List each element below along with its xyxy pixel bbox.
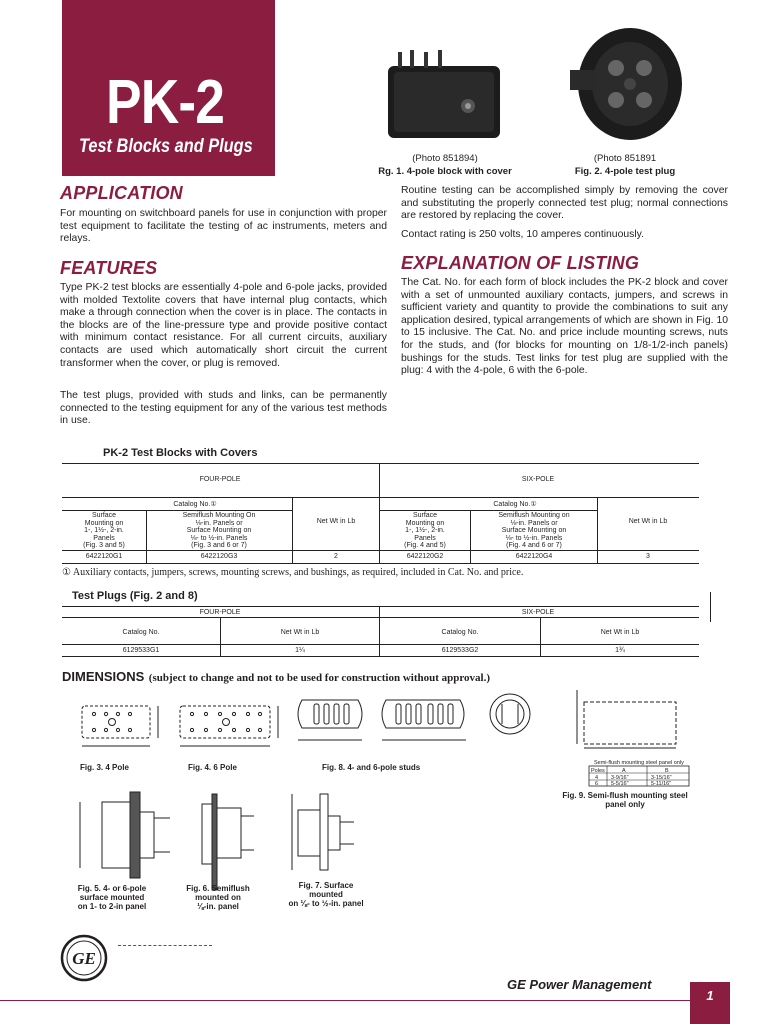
routine-testing-text: Routine testing can be accomplished simply by removing the cover and substituting the properly connected test plug; normal connections are restored by replacing the cover. (401, 185, 728, 222)
svg-text:4: 4 (595, 775, 599, 781)
ge-logo (60, 934, 108, 982)
blocks-cell: 6422120G2 (406, 553, 444, 560)
photo-2-label: Fig. 2. 4-pole test plug (574, 166, 676, 177)
features-heading: FEATURES (60, 258, 158, 278)
page-title: PK-2 (106, 68, 225, 137)
fig-8-caption: Fig. 8. 4- and 6-pole studs (322, 763, 421, 772)
blocks-table-title: PK-2 Test Blocks with Covers (103, 447, 258, 459)
fig-4-caption: Fig. 4. 6 Pole (188, 763, 237, 772)
photo-1-label: Rg. 1. 4-pole block with cover (378, 166, 512, 177)
photo-4-pole-block (384, 48, 504, 146)
blocks-net-wt-header-6: Net Wt in Lb (628, 518, 668, 525)
page-number: 1 (690, 982, 730, 1024)
application-heading: APPLICATION (60, 183, 183, 203)
fig-6-caption: Fig. 6. Semiflush mounted on ⅛-in. panel (186, 884, 250, 911)
svg-text:Poles: Poles (591, 768, 605, 774)
blocks-semiflush-4-header: Semiflush Mounting On ⅛-in. Panels or Surface Mounting on ⅛- to ½-in. Panels (Fig. 3 and 6 or 7) (182, 512, 256, 549)
svg-text:GE: GE (72, 949, 96, 968)
blocks-catalog-no-header-6: Catalog No.① (493, 501, 537, 508)
contact-rating-text: Contact rating is 250 volts, 10 amperes continuously. (401, 229, 644, 240)
plugs-six-pole-header: SIX-POLE (521, 609, 555, 616)
plugs-net-wt-header-6: Net Wt in Lb (600, 629, 640, 636)
fig-9-caption: Fig. 9. Semi-flush mounting steel panel only (562, 791, 688, 809)
logo-rule (118, 945, 212, 946)
page-subtitle: Test Blocks and Plugs (79, 136, 253, 157)
features-text-2: The test plugs, provided with studs and links, can be permanently connected to the testing equipment for any of the various test methods in use. (60, 390, 387, 427)
plugs-catalog-no-header-4: Catalog No. (122, 629, 160, 636)
photo-2-number: (Photo 851891 (593, 153, 657, 164)
dimensions-note: (subject to change and not to be used for construction without approval.) (148, 672, 491, 684)
photo-1-caption (360, 152, 530, 178)
blocks-cell: 6422120G3 (200, 553, 238, 560)
blocks-cell: 6422120G1 (85, 553, 123, 560)
blocks-surface-6-header: Surface Mounting on 1-, 1½-, 2-in. Panels (Fig. 4 and 5) (404, 512, 446, 549)
dimensions-heading: DIMENSIONS (62, 669, 145, 684)
fig-5-caption: Fig. 5. 4- or 6-pole surface mounted on 1- to 2-in panel (77, 884, 147, 911)
fig-3-caption: Fig. 3. 4 Pole (80, 763, 129, 772)
blocks-catalog-no-header-4: Catalog No.① (173, 501, 217, 508)
features-text-1: Type PK-2 test blocks are essentially 4-pole and 6-pole jacks, provided with molded Textolite covers that have internal plug contacts, which make a through connection when the cover is in place. The contacts in the blocks are of the line-pressure type and provide positive contact with minimum contact resistance. For all current circuits, auxiliary contacts are used which automatically short circuit the current transformer when the cover, or plug is removed. (60, 282, 387, 369)
application-text: For mounting on switchboard panels for use in conjunction with proper test equipment to facilitate the testing of ac instruments, meters and relays. (60, 208, 387, 245)
svg-text:3-9/16": 3-9/16" (611, 775, 629, 781)
svg-text:Semi-flush mounting steel pane: Semi-flush mounting steel panel only (594, 760, 684, 766)
blocks-semiflush-6-header: Semiflush Mounting on ⅛-in. Panels or Surface Mounting on ⅛- to ½-in. Panels (Fig. 4 and 6 or 7) (498, 512, 570, 549)
listing-heading: EXPLANATION OF LISTING (401, 253, 640, 273)
listing-text: The Cat. No. for each form of block includes the PK-2 block and cover with a set of unmounted auxiliary contacts, jumpers, and screws in sufficient variety and quantity to provide the combinations to suit any application desired, typical arrangements of which are shown in Fig. 10 to 15 inclusive. The Cat. No. and price include mounting screws, nuts for the studs, and (for blocks for mounting on 1/8-1/2-inch panels) bushings for the studs. Test links for test plug are supplied with the plug: 4 with the 4-pole, 6 with the 6-pole. (401, 277, 728, 377)
svg-text:6: 6 (595, 781, 599, 787)
blocks-surface-4-header: Surface Mounting on 1-, 1½-, 2-in. Panels (Fig. 3 and 5) (83, 512, 125, 549)
svg-text:3-15/16": 3-15/16" (651, 775, 672, 781)
blocks-cell: 3 (646, 553, 650, 560)
title-block (62, 0, 275, 176)
fig-7-caption: Fig. 7. Surface mounted on ⅛- to ½-in. panel (288, 881, 364, 908)
blocks-net-wt-header-4: Net Wt in Lb (316, 518, 356, 525)
svg-text:5-11/16": 5-11/16" (651, 781, 672, 787)
blocks-footnote: ① Auxiliary contacts, jumpers, screws, mounting screws, and bushings, as required, included in Cat. No. and price. (62, 567, 524, 578)
plugs-four-pole-header: FOUR-POLE (199, 609, 241, 616)
blocks-six-pole-header: SIX-POLE (521, 476, 555, 483)
svg-text:B: B (665, 768, 669, 774)
plugs-net-wt-header-4: Net Wt in Lb (280, 629, 320, 636)
blocks-cell: 6422120G4 (515, 553, 553, 560)
plugs-cell: 1¾ (615, 647, 625, 654)
plugs-table-title: Test Plugs (Fig. 2 and 8) (72, 590, 198, 602)
plugs-cell: 6129533G2 (441, 647, 479, 654)
photo-2-caption (560, 152, 690, 178)
svg-text:A: A (622, 768, 626, 774)
footer-rule (0, 1000, 704, 1001)
blocks-four-pole-header: FOUR-POLE (199, 476, 241, 483)
plugs-catalog-no-header-6: Catalog No. (441, 629, 479, 636)
photo-4-pole-test-plug (568, 22, 684, 146)
footer-brand: GE Power Management (507, 977, 652, 992)
svg-text:5-5/16": 5-5/16" (611, 781, 629, 787)
plugs-cell: 6129533G1 (122, 647, 160, 654)
plugs-cell: 1¼ (295, 647, 305, 654)
photo-1-number: (Photo 851894) (412, 153, 478, 164)
blocks-cell: 2 (334, 553, 338, 560)
